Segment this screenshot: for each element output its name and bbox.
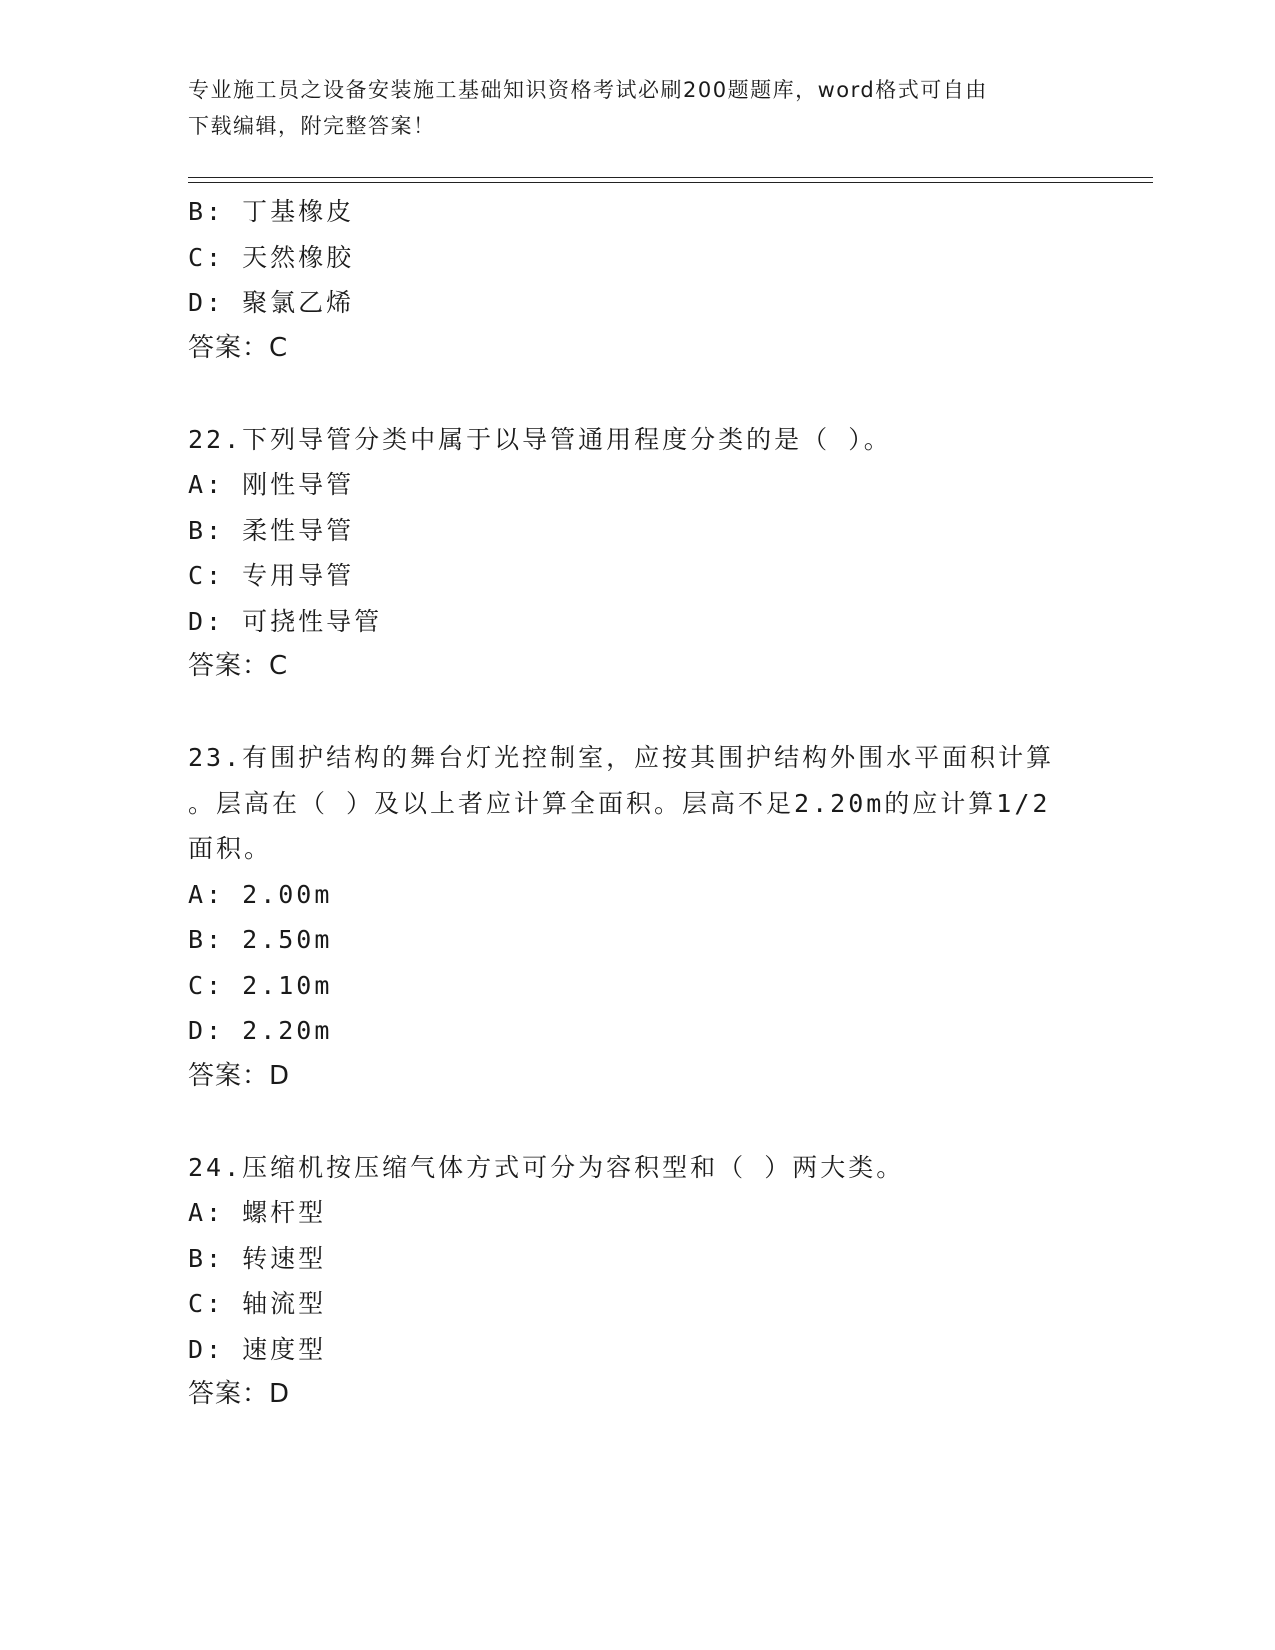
option-b: B: 丁基橡皮	[188, 197, 355, 226]
option-b: B: 柔性导管	[188, 515, 355, 545]
spacer	[188, 371, 1088, 417]
question-stem-line-1: 23.有围护结构的舞台灯光控制室，应按其围护结构外围水平面积计算	[188, 743, 1055, 772]
option-a: A: 2.00m	[188, 879, 333, 909]
answer-line: 答案：C	[188, 332, 289, 363]
question-list	[188, 189, 1088, 1418]
option-d: D: 2.20m	[188, 1016, 333, 1045]
option-c: C: 天然橡胶	[188, 242, 355, 272]
option-a: A: 刚性导管	[188, 470, 355, 499]
option-b: B: 转速型	[188, 1243, 327, 1273]
answer-line: 答案：D	[188, 1379, 291, 1409]
answer-line: 答案：C	[188, 651, 289, 681]
option-d: D: 聚氯乙烯	[188, 288, 355, 317]
spacer	[188, 690, 1088, 736]
header-title-line-1: 专业施工员之设备安装施工基础知识资格考试必刷200题题库，word格式可自由	[188, 78, 988, 102]
answer-line: 答案：D	[188, 1060, 291, 1091]
header-divider-bottom	[188, 182, 1153, 183]
question-24	[188, 1145, 1088, 1418]
question-stem-line-2: 。层高在（ ）及以上者应计算全面积。层高不足2.20m的应计算1/2	[188, 788, 1051, 818]
header-divider-top	[188, 177, 1153, 178]
question-21-continued	[188, 189, 1088, 371]
document-header	[188, 72, 1068, 144]
header-title-line-2: 下载编辑，附完整答案！	[188, 114, 436, 138]
question-stem: 22.下列导管分类中属于以导管通用程度分类的是（ ）。	[188, 424, 892, 454]
option-d: D: 可挠性导管	[188, 606, 383, 636]
question-22	[188, 417, 1088, 690]
spacer	[188, 1099, 1088, 1145]
option-c: C: 轴流型	[188, 1289, 327, 1318]
question-stem: 24.压缩机按压缩气体方式可分为容积型和（ ）两大类。	[188, 1152, 905, 1182]
option-c: C: 2.10m	[188, 970, 333, 1000]
question-23	[188, 735, 1088, 1099]
option-d: D: 速度型	[188, 1334, 327, 1364]
option-c: C: 专用导管	[188, 561, 355, 590]
option-a: A: 螺杆型	[188, 1198, 327, 1227]
question-stem-line-3: 面积。	[188, 834, 273, 863]
option-b: B: 2.50m	[188, 925, 333, 954]
